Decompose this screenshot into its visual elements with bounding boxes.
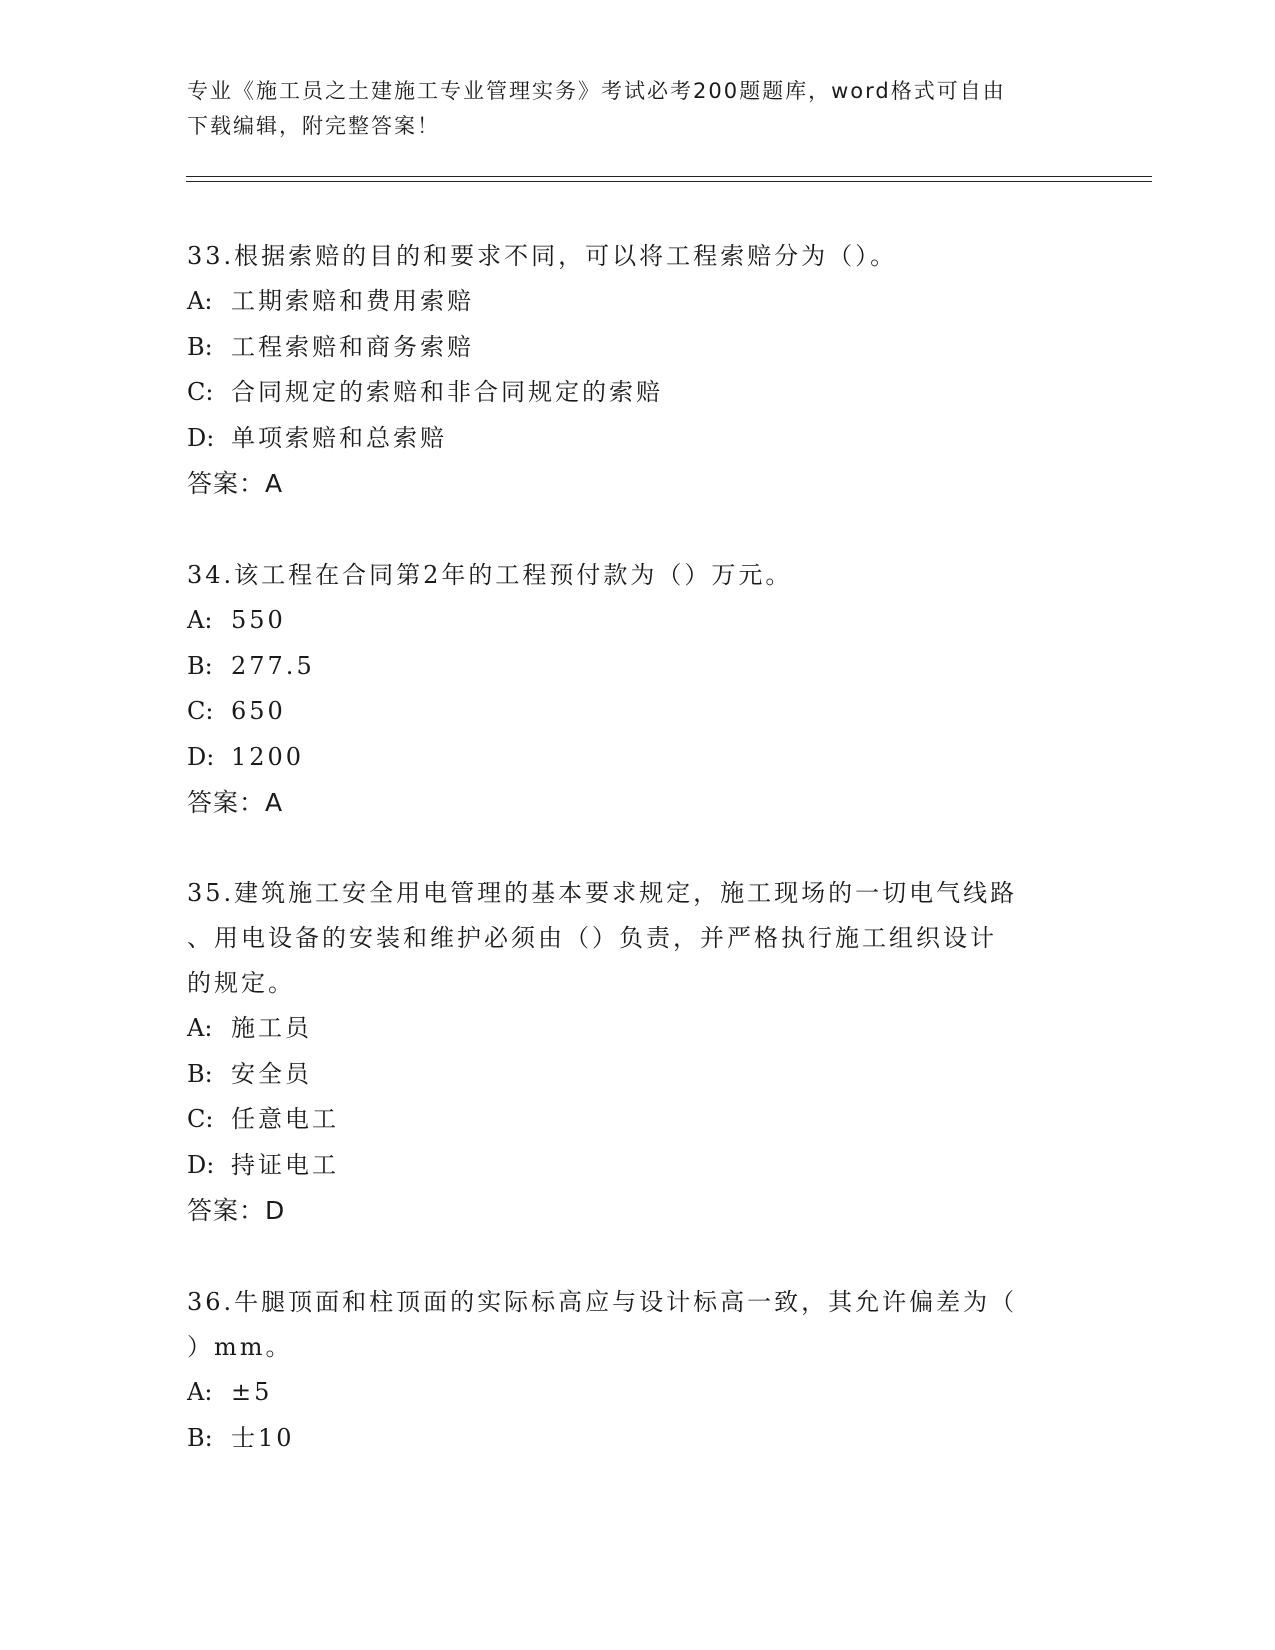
header-line-1: 专业《施工员之土建施工专业管理实务》考试必考200题题库，word格式可自由	[187, 79, 1006, 103]
question-stem-line-1: 35.建筑施工安全用电管理的基本要求规定，施工现场的一切电气线路	[187, 879, 1018, 907]
option-text: 550	[231, 606, 286, 634]
option-key: A:	[187, 606, 213, 634]
option-text: 工期索赔和费用索赔	[231, 287, 474, 315]
question-stem-line-2: ）mm。	[187, 1333, 293, 1361]
option-text: 施工员	[231, 1014, 312, 1042]
option-a	[187, 1370, 1077, 1416]
option-key: D:	[187, 423, 215, 452]
document-header	[187, 74, 1067, 144]
option-key: B:	[187, 1059, 213, 1088]
option-key: B:	[187, 1423, 213, 1452]
option-d	[187, 1143, 1077, 1189]
option-b	[187, 325, 1077, 371]
option-text: 1200	[231, 742, 305, 771]
option-text: 工程索赔和商务索赔	[231, 332, 474, 361]
option-a	[187, 279, 1077, 325]
option-key: C:	[187, 378, 214, 406]
option-key: A:	[187, 1378, 213, 1406]
option-key: B:	[187, 651, 213, 680]
option-c	[187, 1097, 1077, 1143]
answer-line: 答案：D	[187, 1196, 286, 1225]
option-b	[187, 1052, 1077, 1098]
option-text: 安全员	[231, 1059, 312, 1088]
option-text: ±5	[231, 1378, 273, 1406]
option-b	[187, 644, 1077, 690]
option-c	[187, 370, 1077, 416]
option-c	[187, 689, 1077, 735]
option-d	[187, 735, 1077, 781]
option-a	[187, 598, 1077, 644]
question-stem-line-3: 的规定。	[187, 969, 295, 997]
option-text: 士10	[231, 1423, 295, 1452]
option-key: D:	[187, 1150, 215, 1179]
option-text: 持证电工	[231, 1150, 339, 1179]
question-stem-line-1: 36.牛腿顶面和柱顶面的实际标高应与设计标高一致，其允许偏差为（	[187, 1288, 1018, 1316]
header-divider-top	[186, 176, 1152, 177]
answer-line: 答案：A	[187, 788, 284, 817]
option-key: D:	[187, 742, 215, 771]
option-text: 650	[231, 697, 286, 725]
option-a	[187, 1006, 1077, 1052]
header-line-2: 下载编辑，附完整答案！	[187, 114, 440, 138]
option-key: B:	[187, 332, 213, 361]
question-36	[187, 1280, 1077, 1461]
option-key: A:	[187, 1014, 213, 1042]
question-33	[187, 234, 1077, 506]
question-stem: 34.该工程在合同第2年的工程预付款为（）万元。	[187, 561, 793, 589]
question-35	[187, 871, 1077, 1233]
option-d	[187, 416, 1077, 462]
option-text: 单项索赔和总索赔	[231, 423, 447, 452]
question-stem-line-2: 、用电设备的安装和维护必须由（）负责，并严格执行施工组织设计	[187, 924, 997, 952]
option-key: A:	[187, 287, 213, 315]
option-text: 合同规定的索赔和非合同规定的索赔	[231, 378, 663, 406]
option-b	[187, 1416, 1077, 1462]
answer-line: 答案：A	[187, 469, 284, 498]
option-key: C:	[187, 697, 214, 725]
option-key: C:	[187, 1105, 214, 1133]
header-divider-bottom	[186, 181, 1152, 182]
question-34	[187, 553, 1077, 825]
option-text: 277.5	[231, 651, 315, 680]
option-text: 任意电工	[231, 1105, 339, 1133]
question-stem: 33.根据索赔的目的和要求不同，可以将工程索赔分为（）。	[187, 242, 898, 270]
